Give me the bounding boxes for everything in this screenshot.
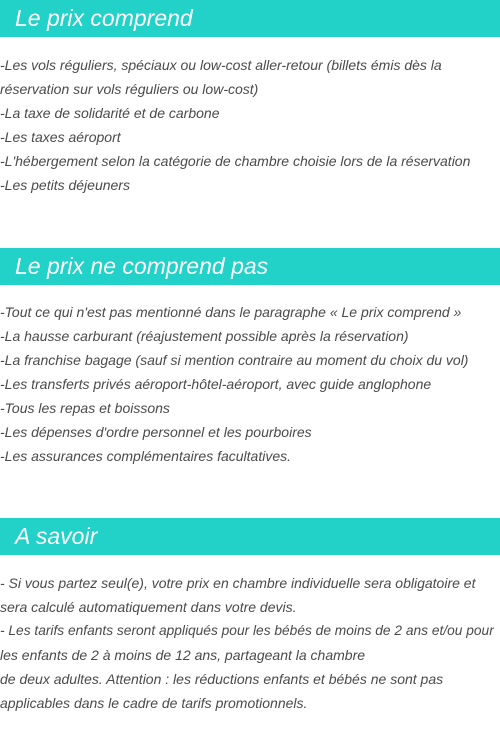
paragraph-line: les enfants de 2 à moins de 12 ans, partageant la chambre [0, 647, 366, 663]
section-header-price-includes [0, 0, 500, 37]
section-title-price-excludes: Le prix ne comprend pas [15, 253, 269, 279]
paragraph-line: - Les tarifs enfants seront appliqués pour les bébés de moins de 2 ans et/ou pour [0, 623, 494, 638]
section-header-price-excludes [0, 248, 500, 285]
paragraph-line: applicables dans le cadre de tarifs promotionnels. [0, 695, 308, 711]
section-title-good-to-know: A savoir [15, 523, 98, 549]
list-item: -Les petits déjeuners [0, 177, 130, 193]
list-item: -L'hébergement selon la catégorie de chambre choisie lors de la réservation [0, 153, 471, 169]
section-header-good-to-know [0, 518, 500, 555]
list-item: -Tous les repas et boissons [0, 400, 170, 416]
paragraph-line: - Si vous partez seul(e), votre prix en chambre individuelle sera obligatoire et [0, 575, 476, 591]
list-item: -Les transferts privés aéroport-hôtel-aéroport, avec guide anglophone [0, 376, 432, 392]
list-item: -Les vols réguliers, spéciaux ou low-cost aller-retour (billets émis dès la [0, 57, 442, 73]
section-body-good-to-know [0, 571, 500, 715]
section-body-price-includes [0, 53, 500, 197]
paragraph-line: sera calculé automatiquement dans votre devis. [0, 599, 297, 615]
list-item: -La hausse carburant (réajustement possible après la réservation) [0, 328, 409, 344]
section-title-price-includes: Le prix comprend [15, 5, 193, 31]
paragraph-line: de deux adultes. Attention : les réductions enfants et bébés ne sont pas [0, 671, 444, 687]
list-item: -Les assurances complémentaires facultatives. [0, 448, 292, 464]
list-item: -Tout ce qui n'est pas mentionné dans le paragraphe « Le prix comprend » [0, 304, 462, 320]
list-item: -La taxe de solidarité et de carbone [0, 105, 220, 121]
section-body-price-excludes [0, 300, 500, 468]
list-item: -Les taxes aéroport [0, 129, 121, 145]
list-item: -La franchise bagage (sauf si mention contraire au moment du choix du vol) [0, 352, 469, 368]
list-item: réservation sur vols réguliers ou low-cost) [0, 81, 259, 97]
list-item: -Les dépenses d'ordre personnel et les pourboires [0, 424, 312, 440]
